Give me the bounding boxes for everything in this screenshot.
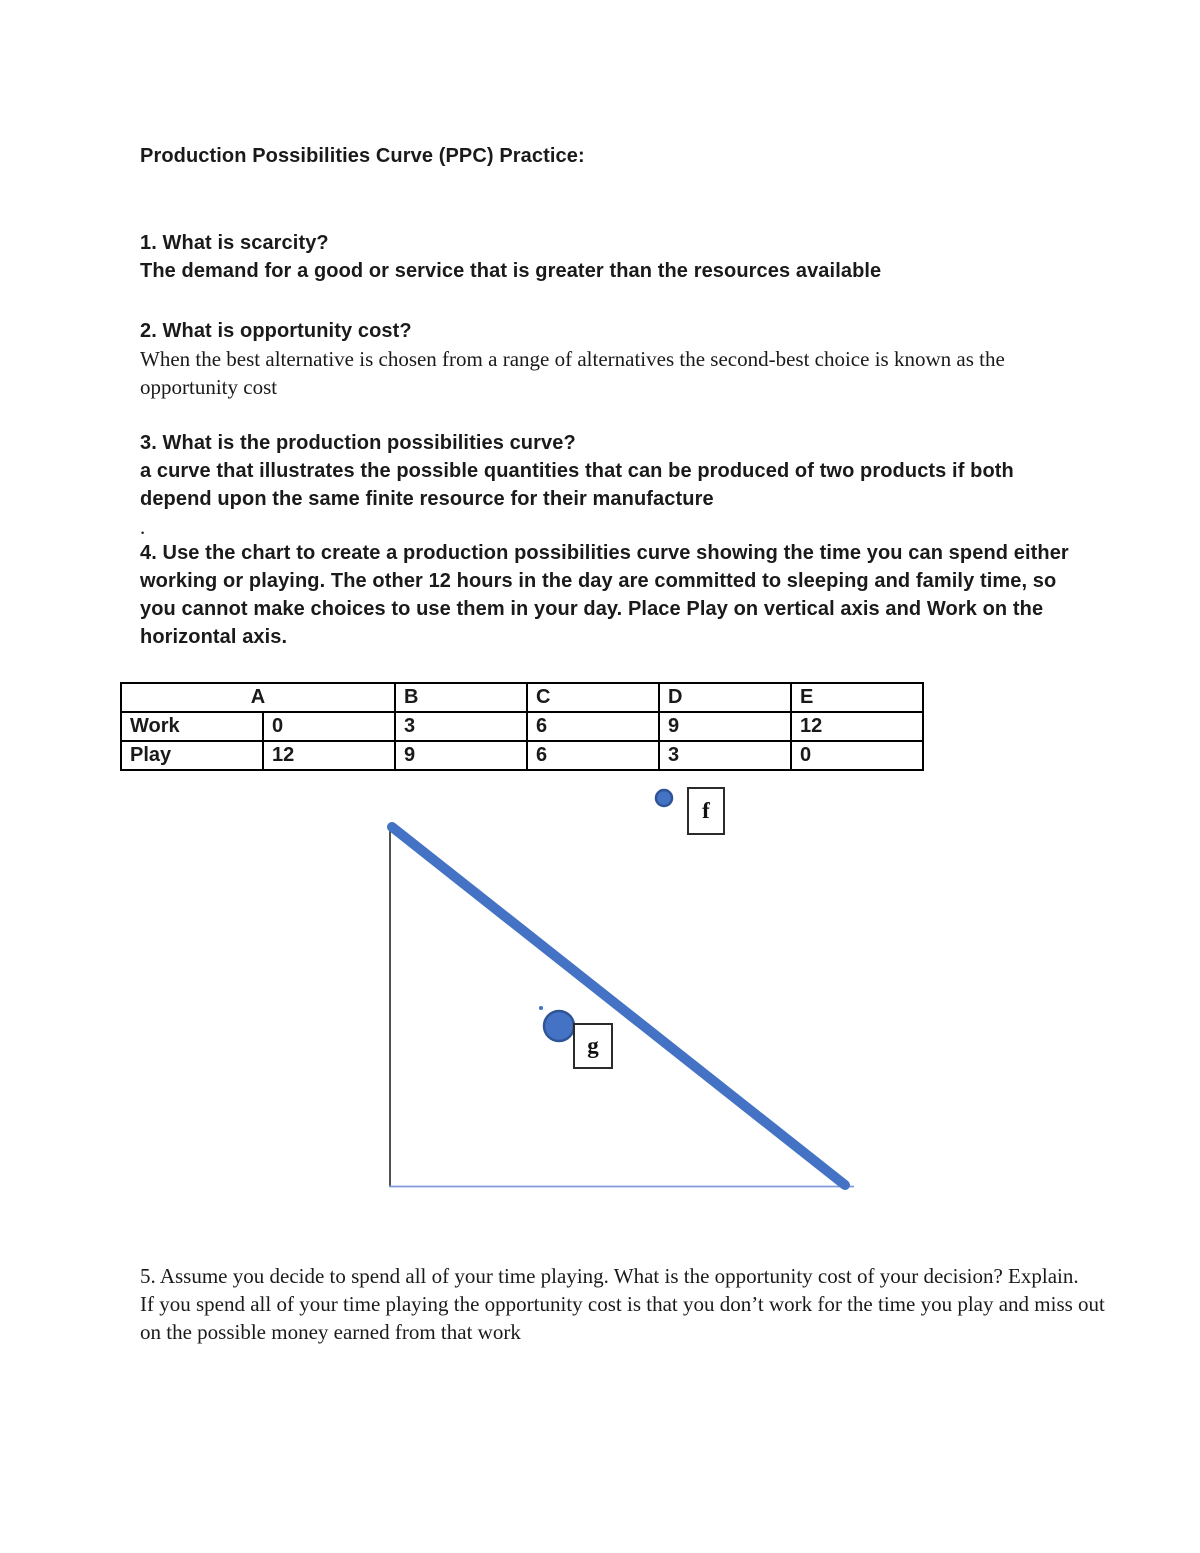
play-cell-a: 12 [263,741,395,770]
question-5 [140,1262,1125,1346]
question-5-answer: If you spend all of your time playing the opportunity cost is that you don’t work for the time you play and miss out on the possible money earned from that work [140,1292,1105,1344]
question-4-text: 4. Use the chart to create a production possibilities curve showing the time you can spend either working or playing. The other 12 hours in the day are committed to sleeping and family time, so you cannot make choices to use them in your day. Place Play on vertical axis and Work on the horizontal axis. [140,542,1069,648]
label-f-text: f [702,798,710,823]
question-2 [140,317,1085,401]
question-3-answer: a curve that illustrates the possible quantities that can be produced of two products if both depend upon the same finite resource for their manufacture [140,460,1014,510]
question-1-answer: The demand for a good or service that is greater than the resources available [140,260,882,282]
label-box-f [687,787,725,835]
question-3 [140,429,1085,541]
label-g-text: g [587,1033,599,1058]
column-header-d: D [659,683,791,712]
point-f-dot [656,790,672,806]
table-row-work [121,712,923,741]
question-1-text: 1. What is scarcity? [140,232,329,254]
question-5-text: 5. Assume you decide to spend all of your time playing. What is the opportunity cost of your decision? Explain. [140,1264,1079,1288]
column-header-e: E [791,683,923,712]
ppc-curve-line [392,827,845,1185]
page-title: Production Possibilities Curve (PPC) Practice: [140,145,585,167]
question-4 [140,539,1085,651]
ppc-chart [0,780,1200,1220]
stray-speck [539,1006,543,1010]
play-cell-e: 0 [791,741,923,770]
row-label-play: Play [121,741,263,770]
column-header-c: C [527,683,659,712]
play-cell-c: 6 [527,741,659,770]
work-cell-a: 0 [263,712,395,741]
question-3-text: 3. What is the production possibilities curve? [140,432,576,454]
row-label-work: Work [121,712,263,741]
column-header-a: A [121,683,395,712]
question-1 [140,229,1085,285]
point-g-dot [544,1011,574,1041]
work-cell-b: 3 [395,712,527,741]
work-play-table [120,682,924,771]
play-cell-b: 9 [395,741,527,770]
work-cell-d: 9 [659,712,791,741]
question-2-answer: When the best alternative is chosen from a range of alternatives the second-best choice is known as the opportunity cost [140,347,1005,399]
work-cell-c: 6 [527,712,659,741]
label-box-g [573,1023,613,1069]
question-2-text: 2. What is opportunity cost? [140,320,412,342]
work-cell-e: 12 [791,712,923,741]
table-header-row [121,683,923,712]
play-cell-d: 3 [659,741,791,770]
table-row-play [121,741,923,770]
question-3-trailing-period: . [140,515,146,539]
column-header-b: B [395,683,527,712]
